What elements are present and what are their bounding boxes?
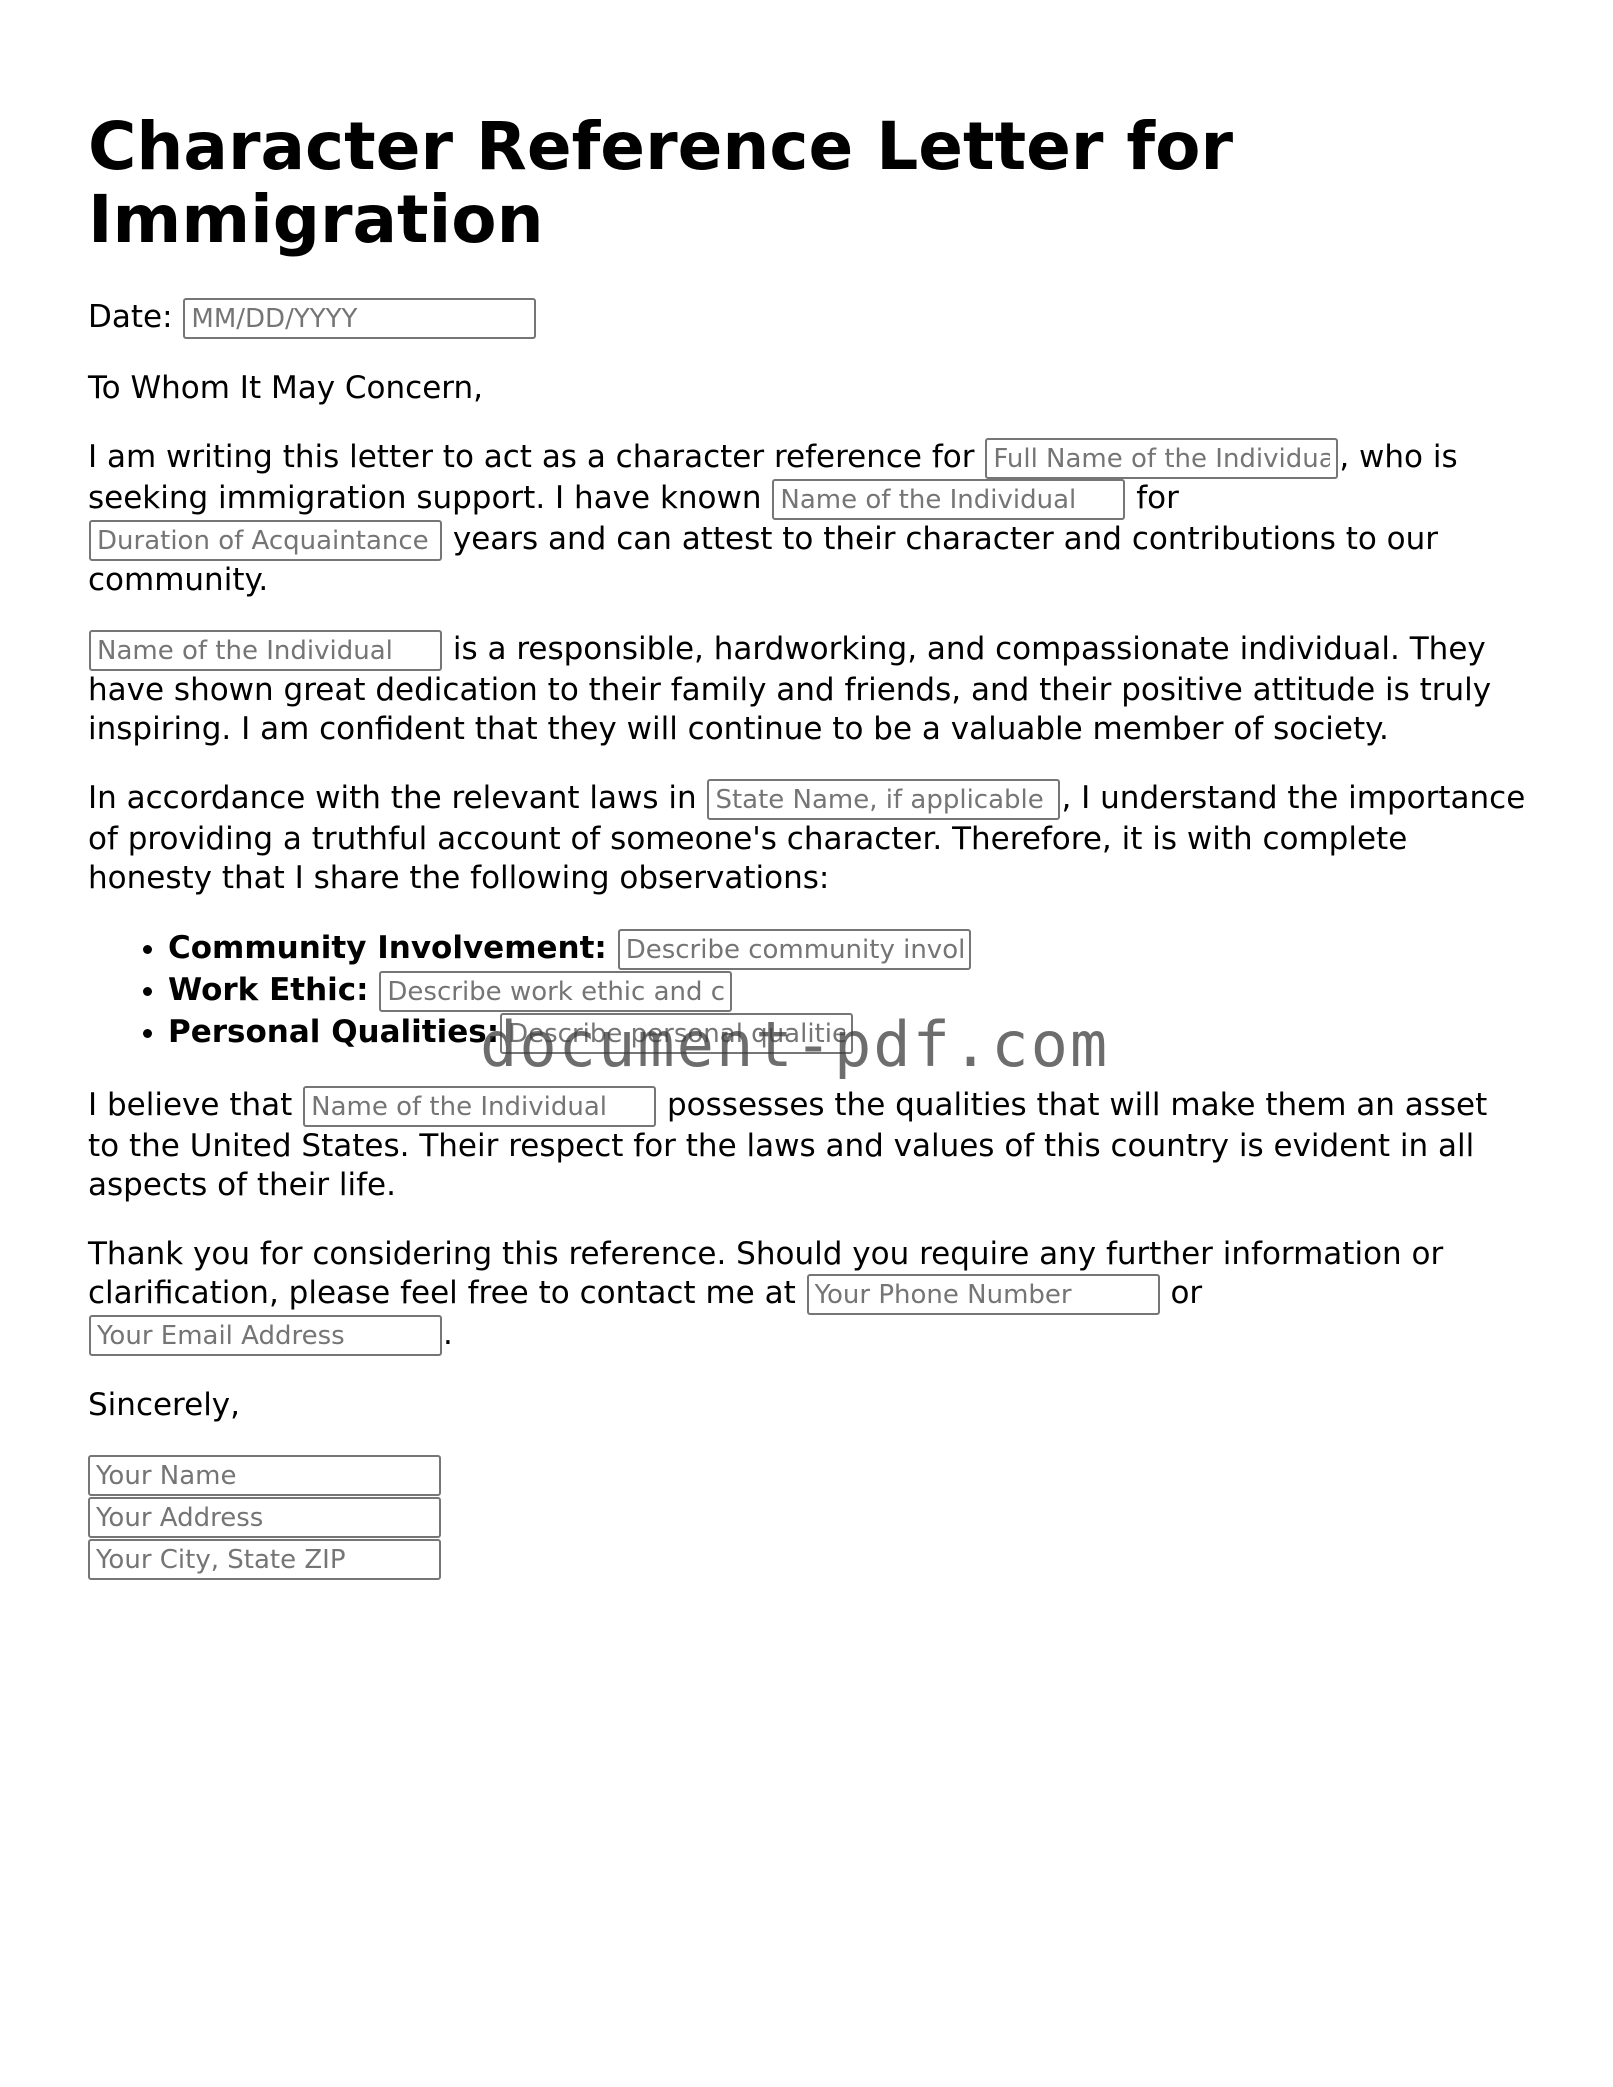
list-item	[168, 1012, 1528, 1054]
individual-name-input-3[interactable]	[303, 1086, 656, 1127]
full-name-input[interactable]	[985, 438, 1338, 479]
page-title: Character Reference Letter for Immigration	[88, 108, 1234, 258]
para1-text-d: years and can attest to their character and contributions to our community.	[88, 521, 1439, 598]
date-input[interactable]	[183, 298, 536, 339]
para3-text-b: , I understand the importance of providing a truthful account of someone's character. Therefore, it is with complete honesty that I share the following observations:	[88, 780, 1526, 896]
closing: Sincerely,	[88, 1387, 241, 1423]
date-line	[88, 298, 1528, 339]
para5-text-a: Thank you for considering this reference. Should you require any further information or clarification, please feel free to contact me at	[88, 1236, 1444, 1311]
observations-list	[88, 928, 1528, 1054]
your-name-input[interactable]	[88, 1455, 441, 1496]
date-label: Date:	[88, 299, 173, 335]
watermark: document-pdf.com	[480, 1008, 1110, 1081]
observation-label-community: Community Involvement:	[168, 930, 607, 966]
duration-input[interactable]	[89, 520, 442, 561]
para4-text-a: I believe that	[88, 1087, 293, 1123]
email-input[interactable]	[89, 1315, 442, 1356]
personal-qualities-input[interactable]	[500, 1013, 853, 1054]
paragraph-acquaintance	[88, 438, 1528, 600]
para1-text-b: , who is seeking immigration support. I have known	[88, 439, 1458, 516]
para2-text: is a responsible, hardworking, and compassionate individual. They have shown great dedication to their family and friends, and their positive attitude is truly inspiring. I am confident that they will continue to be a valuable member of society.	[88, 631, 1492, 747]
observation-label-personal-qualities: Personal Qualities:	[168, 1014, 500, 1050]
state-input[interactable]	[707, 779, 1060, 820]
phone-input[interactable]	[807, 1274, 1160, 1315]
para5-text-c: .	[443, 1316, 453, 1352]
paragraph-contact	[88, 1235, 1528, 1356]
paragraph-laws	[88, 779, 1528, 898]
para1-text-a: I am writing this letter to act as a character reference for	[88, 439, 975, 475]
para5-text-b: or	[1170, 1275, 1203, 1311]
individual-name-input-2[interactable]	[89, 630, 442, 671]
paragraph-character	[88, 630, 1528, 749]
work-ethic-input[interactable]	[379, 971, 732, 1012]
your-city-state-zip-input[interactable]	[88, 1539, 441, 1580]
signature-block	[88, 1455, 1528, 1580]
individual-name-input-1[interactable]	[772, 479, 1125, 520]
your-address-input[interactable]	[88, 1497, 441, 1538]
para4-text-b: possesses the qualities that will make them an asset to the United States. Their respect for the laws and values of this country is evident in all aspects of their life.	[88, 1087, 1488, 1203]
paragraph-asset	[88, 1086, 1528, 1205]
para3-text-a: In accordance with the relevant laws in	[88, 780, 697, 816]
letter-page	[88, 110, 1528, 1581]
para1-text-c: for	[1136, 480, 1179, 516]
observation-label-work-ethic: Work Ethic:	[168, 972, 369, 1008]
salutation: To Whom It May Concern,	[88, 370, 483, 406]
list-item	[168, 970, 1528, 1012]
list-item	[168, 928, 1528, 970]
community-involvement-input[interactable]	[618, 929, 971, 970]
